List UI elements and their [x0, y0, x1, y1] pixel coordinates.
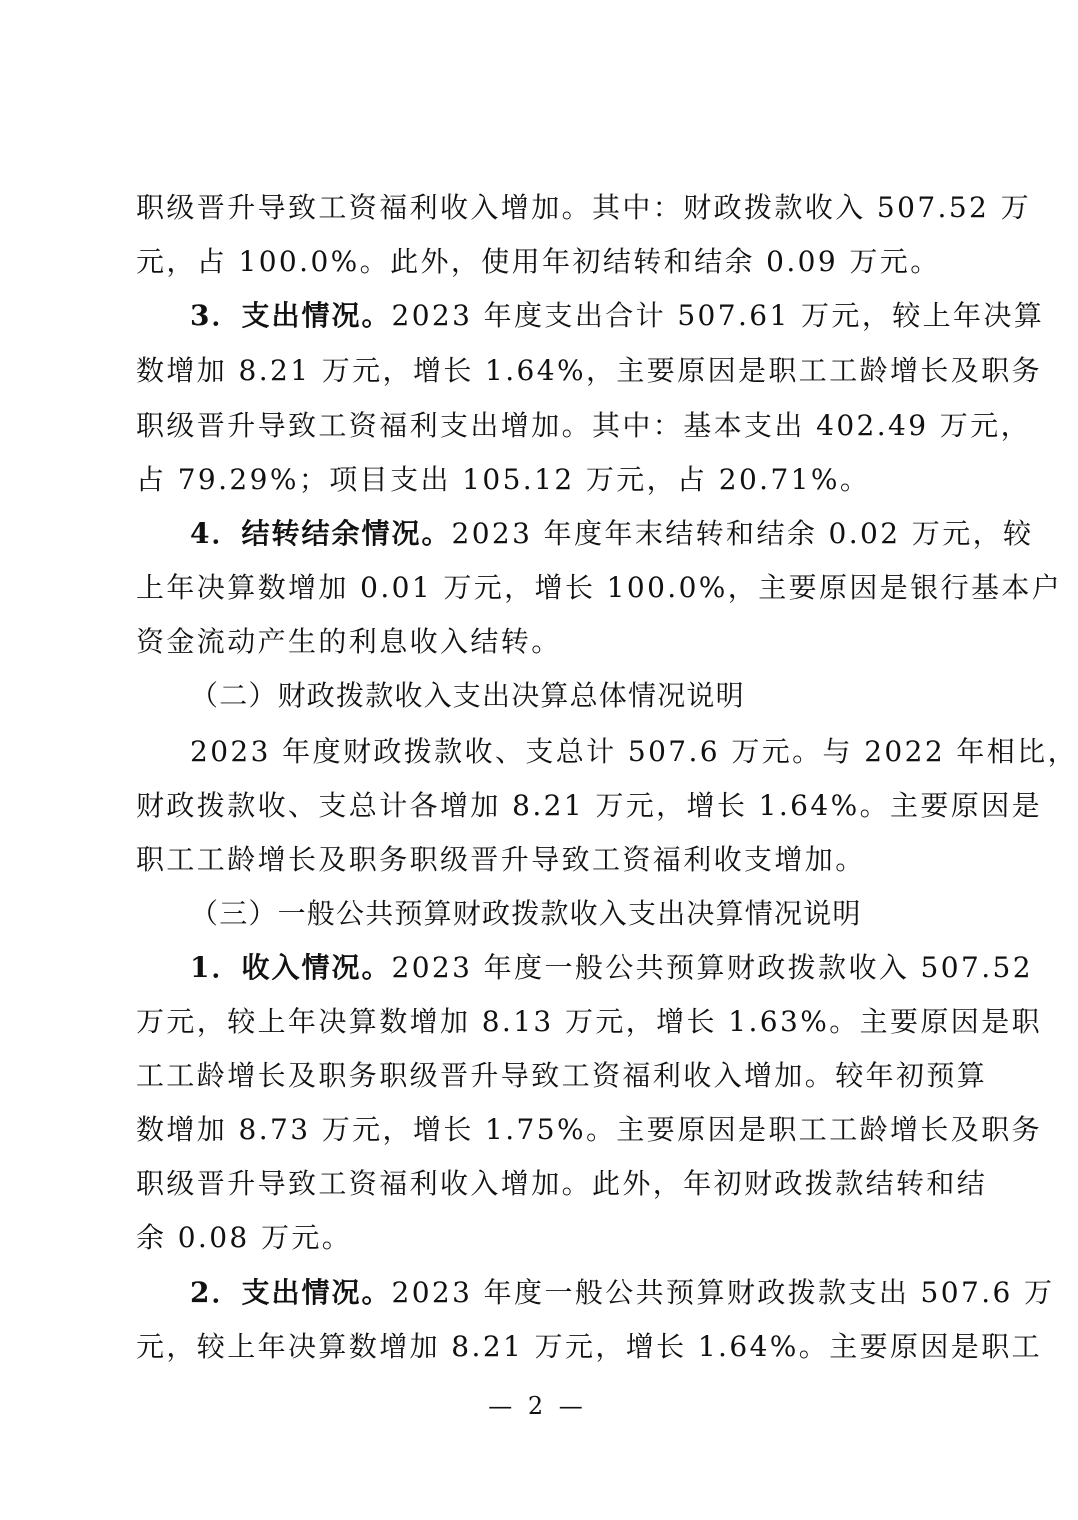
- body-text: 2023 年度年末结转和结余 0.02 万元，较: [451, 517, 1034, 550]
- body-line: 元，较上年决算数增加 8.21 万元，增长 1.64%。主要原因是职工: [136, 1330, 1042, 1363]
- body-line: 元，占 100.0%。此外，使用年初结转和结余 0.09 万元。: [136, 245, 941, 278]
- body-text: 2023 年度支出合计 507.61 万元，较上年决算: [391, 299, 1045, 332]
- section-title-fiscal-overview: （二）财政拨款收入支出决算总体情况说明: [190, 679, 745, 712]
- body-line: 资金流动产生的利息收入结转。: [136, 625, 562, 658]
- body-line: 占 79.29%；项目支出 105.12 万元，占 20.71%。: [136, 463, 871, 496]
- body-line: 职工工龄增长及职务职级晋升导致工资福利收支增加。: [136, 843, 866, 876]
- heading-carryover: 4．结转结余情况。: [190, 517, 452, 550]
- body-line: 数增加 8.73 万元，增长 1.75%。主要原因是职工工龄增长及职务: [136, 1113, 1042, 1146]
- body-text: 2023 年度一般公共预算财政拨款收入 507.52: [391, 951, 1033, 984]
- body-line: 财政拨款收、支总计各增加 8.21 万元，增长 1.64%。主要原因是: [136, 789, 1042, 822]
- paragraph-carryover: [190, 512, 1034, 556]
- body-line: 万元，较上年决算数增加 8.13 万元，增长 1.63%。主要原因是职: [136, 1005, 1042, 1038]
- paragraph-expenditure: [190, 294, 1045, 338]
- body-line: 职级晋升导致工资福利收入增加。此外，年初财政拨款结转和结: [136, 1167, 988, 1200]
- body-line: 2023 年度财政拨款收、支总计 507.6 万元。与 2022 年相比，: [190, 735, 1078, 768]
- paragraph-general-expenditure: [190, 1271, 1055, 1315]
- body-text: 2023 年度一般公共预算财政拨款支出 507.6 万: [391, 1276, 1055, 1309]
- body-line: 上年决算数增加 0.01 万元，增长 100.0%，主要原因是银行基本户: [136, 571, 1063, 604]
- paragraph-income: [190, 946, 1033, 990]
- body-line: 工工龄增长及职务职级晋升导致工资福利收入增加。较年初预算: [136, 1059, 988, 1092]
- heading-general-expenditure: 2．支出情况。: [190, 1276, 392, 1309]
- heading-income: 1．收入情况。: [190, 951, 392, 984]
- page-number: — 2 —: [488, 1392, 587, 1420]
- body-line: 余 0.08 万元。: [136, 1221, 353, 1254]
- body-line: 职级晋升导致工资福利支出增加。其中：基本支出 402.49 万元，: [136, 409, 1031, 442]
- body-line: 数增加 8.21 万元，增长 1.64%，主要原因是职工工龄增长及职务: [136, 354, 1042, 387]
- body-line: 职级晋升导致工资福利收入增加。其中：财政拨款收入 507.52 万: [136, 191, 1031, 224]
- heading-expenditure: 3．支出情况。: [190, 299, 392, 332]
- section-title-general-budget: （三）一般公共预算财政拨款收入支出决算情况说明: [190, 897, 862, 930]
